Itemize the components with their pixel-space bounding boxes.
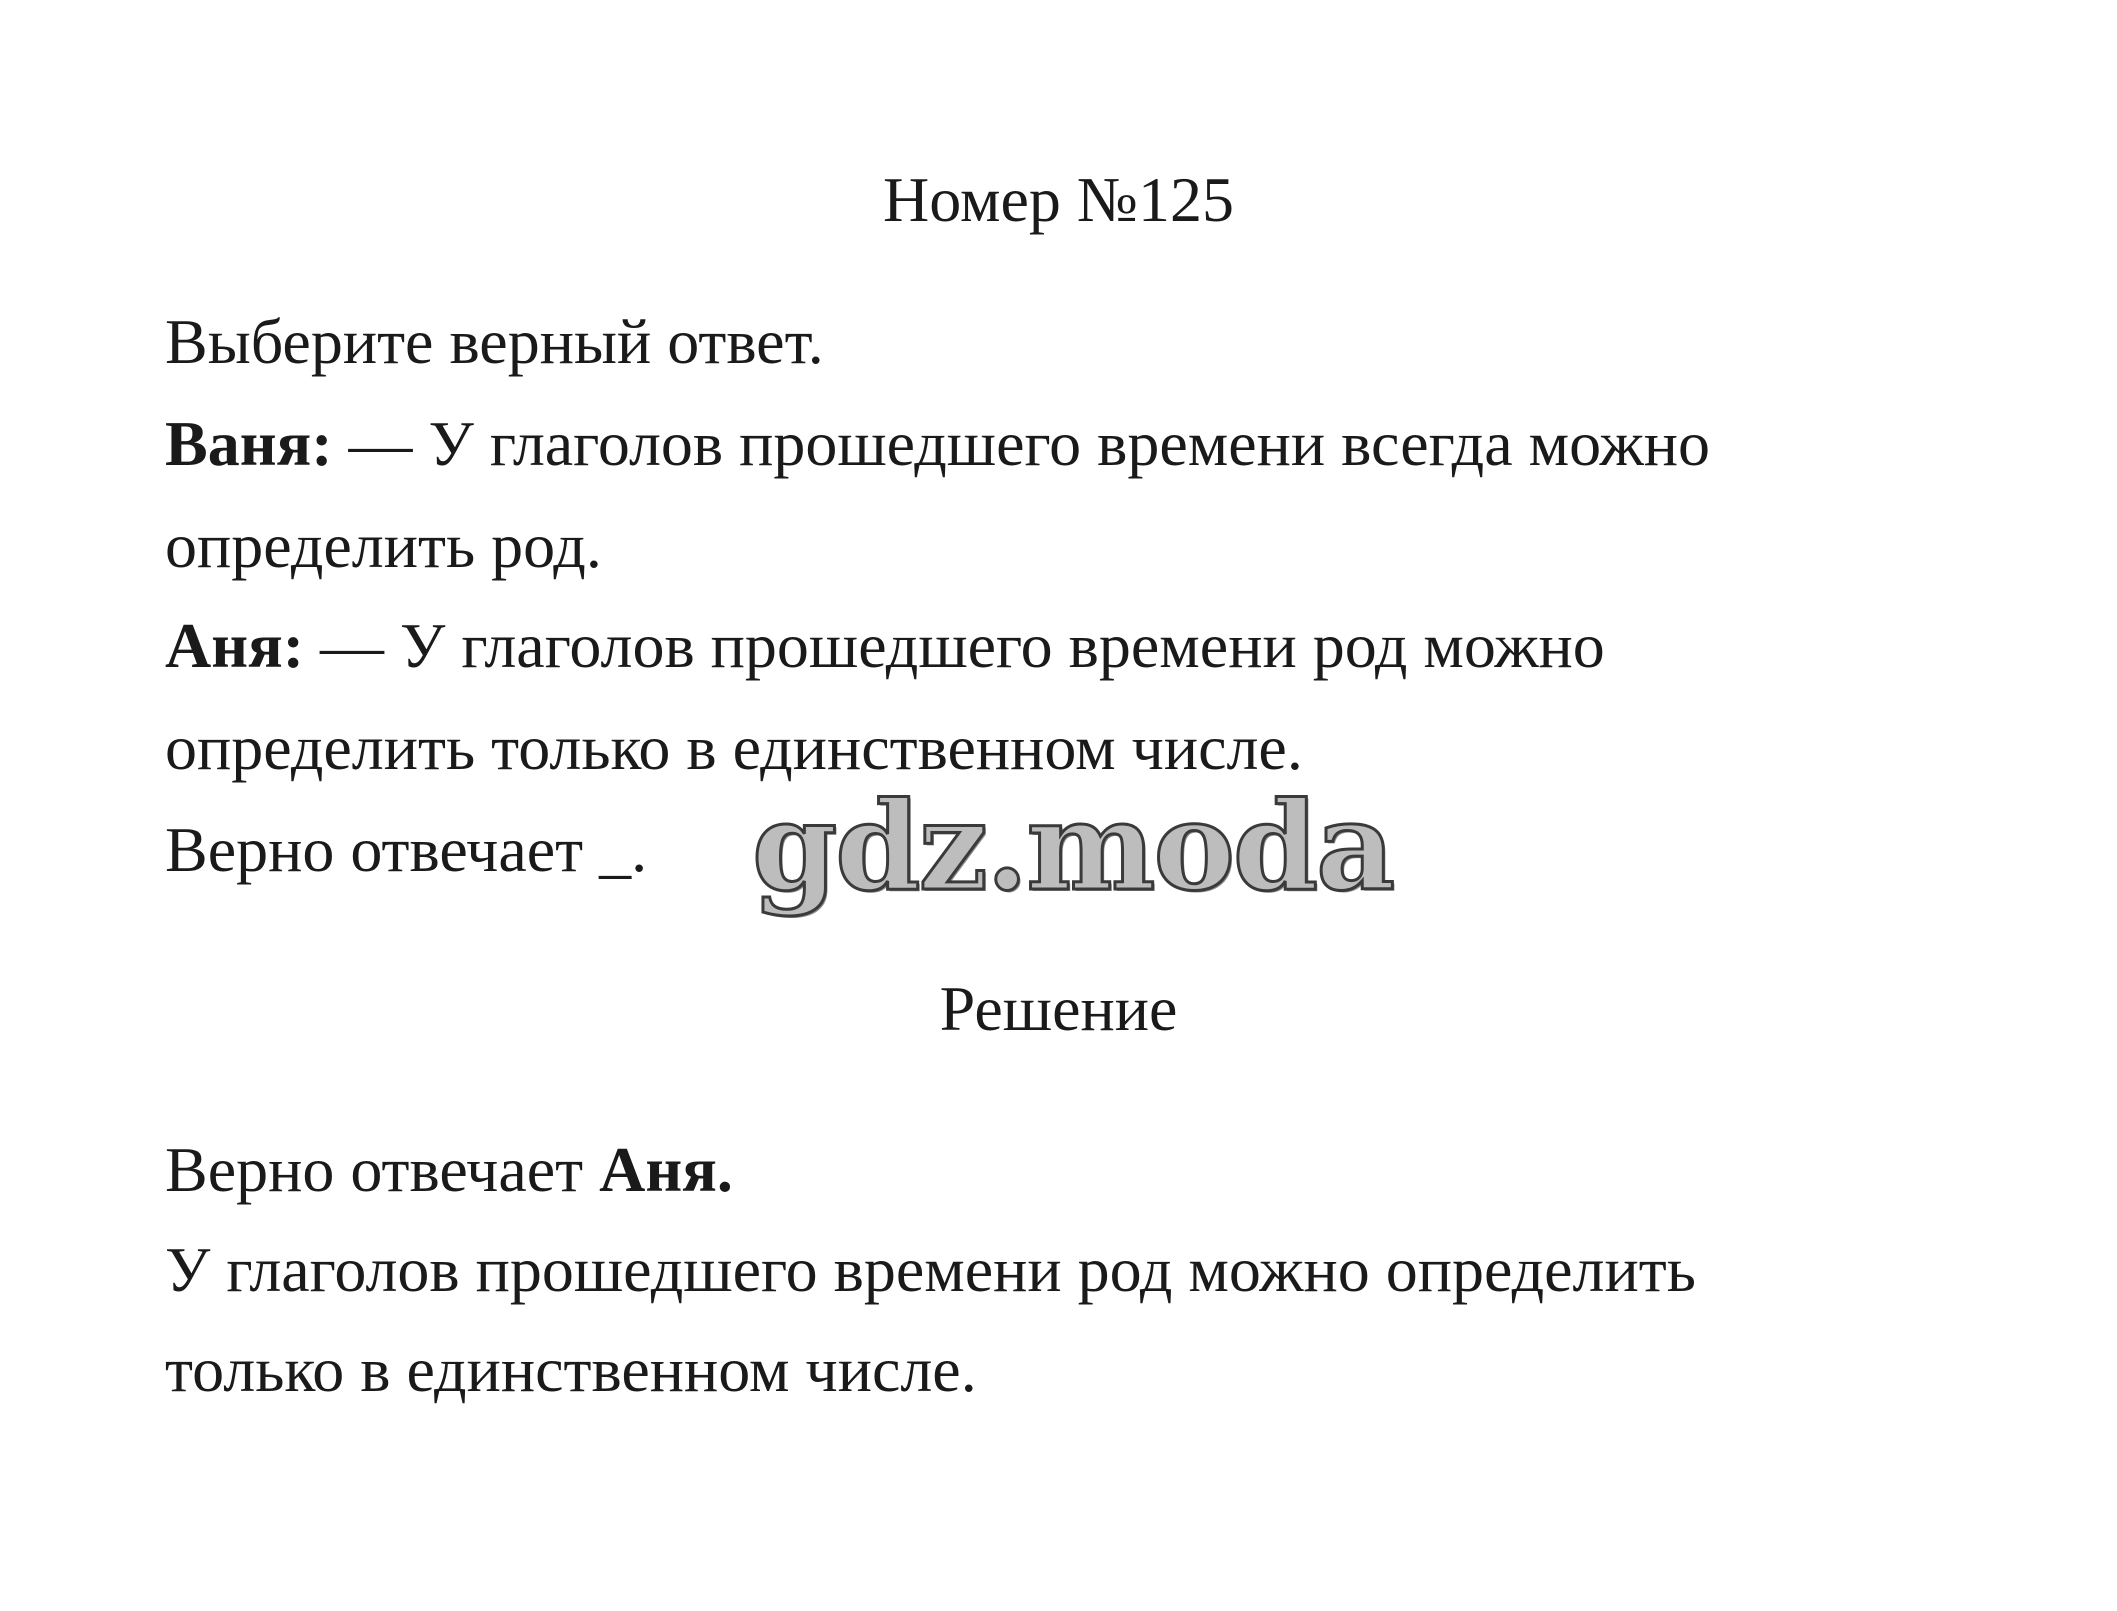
vanya-statement-line2: определить род. xyxy=(165,510,602,581)
answer-prompt: Верно отвечает _. xyxy=(165,814,648,885)
speaker-anya: Аня: xyxy=(165,610,305,681)
solution-answer-name: Аня. xyxy=(599,1134,733,1205)
solution-explanation-line2: только в единственном числе. xyxy=(165,1334,977,1405)
solution-answer-prefix: Верно отвечает xyxy=(165,1134,600,1205)
solution-explanation-line1: У глаголов прошедшего времени род можно определить xyxy=(165,1234,1696,1305)
anya-text-line1: — У глаголов прошедшего времени род можно xyxy=(304,610,1605,681)
solution-answer xyxy=(165,1134,733,1205)
task-instruction: Выберите верный ответ. xyxy=(165,306,824,377)
vanya-statement-line1 xyxy=(165,408,1710,479)
anya-statement-line2: определить только в единственном числе. xyxy=(165,712,1303,783)
solution-heading: Решение xyxy=(939,973,1178,1044)
speaker-vanya: Ваня: xyxy=(165,408,333,479)
exercise-title: Номер №125 xyxy=(883,164,1234,235)
anya-statement-line1 xyxy=(165,610,1605,681)
vanya-text-line1: — У глаголов прошедшего времени всегда можно xyxy=(332,408,1710,479)
watermark-logo: gdz.moda xyxy=(752,774,1394,918)
